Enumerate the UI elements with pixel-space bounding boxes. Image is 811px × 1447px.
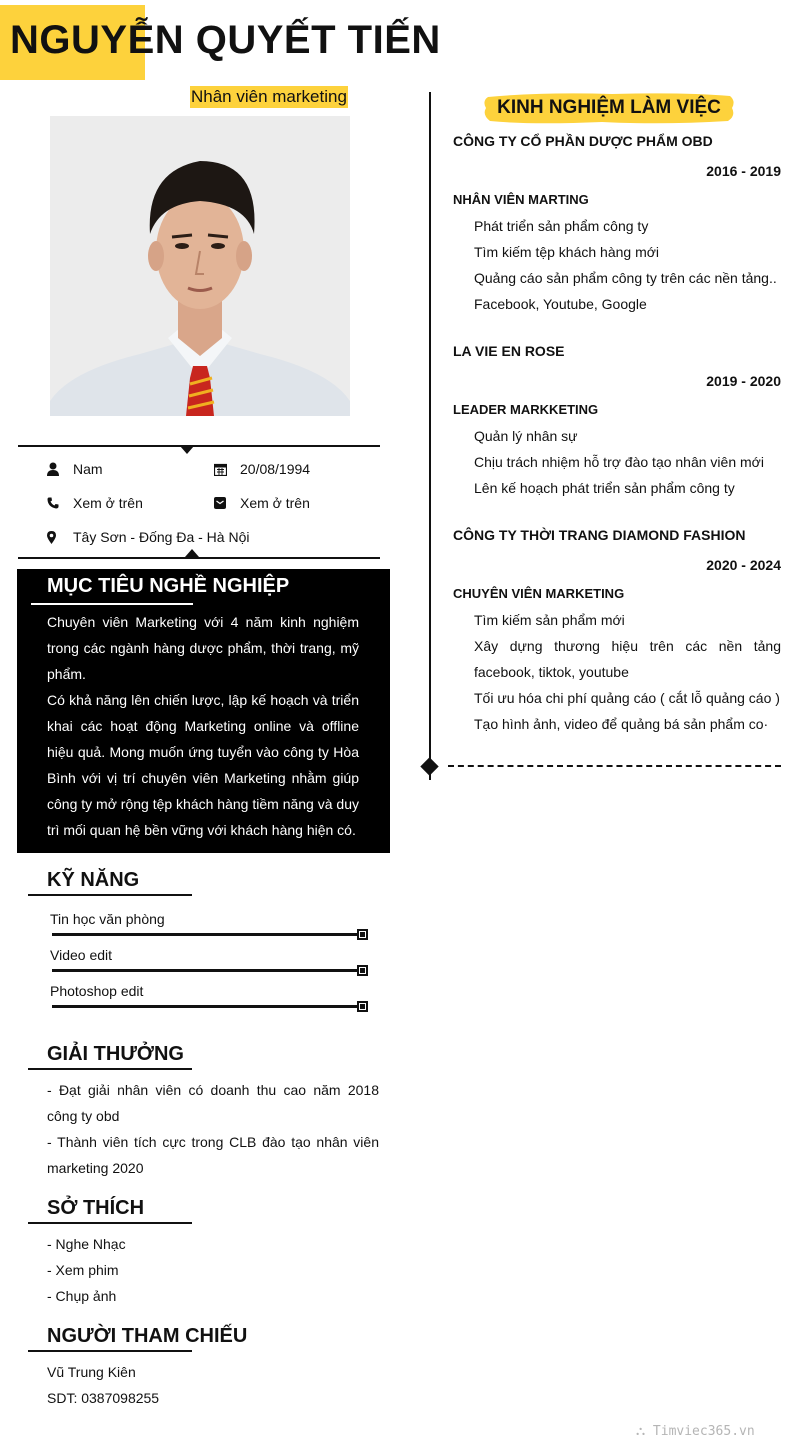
skills-underline — [28, 894, 192, 896]
phone-value: Xem ở trên — [73, 495, 143, 511]
duty-item: Tìm kiếm sản phẩm mới — [474, 612, 625, 628]
reference-phone: SDT: 0387098255 — [47, 1390, 160, 1406]
email-icon — [214, 497, 240, 509]
hobby-item: - Chụp ảnh — [47, 1288, 117, 1304]
skill-label: Video edit — [50, 947, 113, 963]
duty-item: Tối ưu hóa chi phí quảng cáo ( cắt lỗ quảng cáo ) — [474, 690, 780, 706]
job-duties — [474, 607, 781, 737]
duty-item: Phát triển sản phẩm công ty — [474, 218, 649, 234]
career-objective-section — [17, 569, 390, 853]
job-duties — [474, 213, 781, 317]
objective-underline — [31, 603, 193, 605]
skills-title: KỸ NĂNG — [47, 869, 140, 891]
references-title: NGƯỜI THAM CHIẾU — [47, 1325, 248, 1347]
profile-photo — [50, 116, 350, 416]
person-icon — [47, 462, 73, 476]
duty-item: Chịu trách nhiệm hỗ trợ đào tạo nhân viên mới — [474, 454, 764, 470]
objective-title: MỤC TIÊU NGHỀ NGHIỆP — [47, 575, 290, 597]
job-period: 2016 - 2019 — [706, 163, 781, 179]
divider-arrow-down — [180, 446, 194, 454]
job-period: 2020 - 2024 — [706, 557, 781, 573]
awards-list — [47, 1077, 379, 1181]
objective-paragraph-1: Chuyên viên Marketing với 4 năm kinh nghiệm trong các ngành hàng dược phẩm, thời trang, mỹ phẩm. — [47, 614, 359, 682]
info-bottom-divider — [18, 557, 380, 559]
site-watermark: ⛬ Timviec365.vn — [636, 1424, 755, 1439]
duty-item: Quản lý nhân sự — [474, 428, 578, 444]
hobby-item: - Xem phim — [47, 1262, 119, 1278]
objective-paragraph-2: Có khả năng lên chiến lược, lập kế hoạch và triển khai các hoạt động Marketing online và offline hiệu quả. Mong muốn ứng tuyển vào công ty Hòa Bình với vị trí chuyên viên Marketing nhằm giúp công ty mở rộng tệp khách hàng tiềm năng và duy trì mối quan hệ bền vững với khách hàng hiện có. — [47, 692, 359, 838]
hobbies-underline — [28, 1222, 192, 1224]
duty-item: Tạo hình ảnh, video để quảng bá sản phẩm co· — [474, 716, 769, 732]
references-list — [47, 1359, 159, 1411]
duty-item: Tìm kiếm tệp khách hàng mới — [474, 244, 660, 260]
info-phone — [47, 495, 143, 511]
experience-title: KINH NGHIỆM LÀM VIỆC — [497, 97, 721, 118]
awards-underline — [28, 1068, 192, 1070]
map-marker-icon — [47, 531, 73, 544]
objective-text — [47, 609, 359, 843]
timeline-dashed-end — [448, 765, 781, 767]
info-email — [214, 495, 310, 511]
skill-level-handle — [357, 929, 368, 940]
skill-bar — [52, 933, 360, 936]
skill-level-handle — [357, 1001, 368, 1012]
address-value: Tây Sơn - Đống Đa - Hà Nội — [73, 529, 250, 545]
info-gender — [47, 461, 103, 477]
award-item: - Đạt giải nhân viên có doanh thu cao năm 2018 công ty obd — [47, 1082, 379, 1124]
duty-item: Quảng cáo sản phẩm công ty trên các nền tảng.. — [474, 270, 777, 286]
job-duties — [474, 423, 781, 501]
job-role: NHÂN VIÊN MARTING — [453, 192, 589, 207]
gender-value: Nam — [73, 461, 103, 477]
timeline-line — [429, 92, 431, 780]
experience-title-badge — [482, 91, 736, 125]
job-role: CHUYÊN VIÊN MARKETING — [453, 586, 625, 601]
company-name: LA VIE EN ROSE — [453, 343, 565, 359]
company-name: CÔNG TY CỔ PHẦN DƯỢC PHẨM OBD — [453, 133, 713, 149]
timeline-end-diamond — [420, 757, 438, 775]
reference-name: Vũ Trung Kiên — [47, 1364, 136, 1380]
info-birthday — [214, 461, 310, 477]
skill-bar — [52, 969, 360, 972]
skill-label: Photoshop edit — [50, 983, 144, 999]
awards-title: GIẢI THƯỞNG — [47, 1043, 184, 1065]
hobbies-title: SỞ THÍCH — [47, 1197, 145, 1219]
info-top-divider — [18, 445, 380, 447]
job-title: Nhân viên marketing — [191, 87, 347, 106]
info-address — [47, 529, 249, 545]
hobby-item: - Nghe Nhạc — [47, 1236, 126, 1252]
skill-bar — [52, 1005, 360, 1008]
award-item: - Thành viên tích cực trong CLB đào tạo nhân viên marketing 2020 — [47, 1134, 379, 1176]
job-period: 2019 - 2020 — [706, 373, 781, 389]
references-underline — [28, 1350, 192, 1352]
job-role: LEADER MARKKETING — [453, 402, 599, 417]
duty-item: Xây dựng thương hiệu trên các nền tảng facebook, tiktok, youtube — [474, 638, 781, 680]
skill-label: Tin học văn phòng — [50, 911, 165, 927]
birthday-value: 20/08/1994 — [240, 461, 311, 477]
candidate-name: NGUYỄN QUYẾT TIẾN — [10, 18, 441, 62]
calendar-icon — [214, 463, 240, 476]
hobbies-list — [47, 1231, 126, 1309]
divider-arrow-up — [185, 549, 199, 557]
company-name: CÔNG TY THỜI TRANG DIAMOND FASHION — [453, 527, 746, 543]
skill-level-handle — [357, 965, 368, 976]
email-value: Xem ở trên — [240, 495, 310, 511]
duty-item: Facebook, Youtube, Google — [474, 296, 647, 312]
duty-item: Lên kế hoạch phát triển sản phẩm công ty — [474, 480, 735, 496]
phone-icon — [47, 497, 73, 509]
